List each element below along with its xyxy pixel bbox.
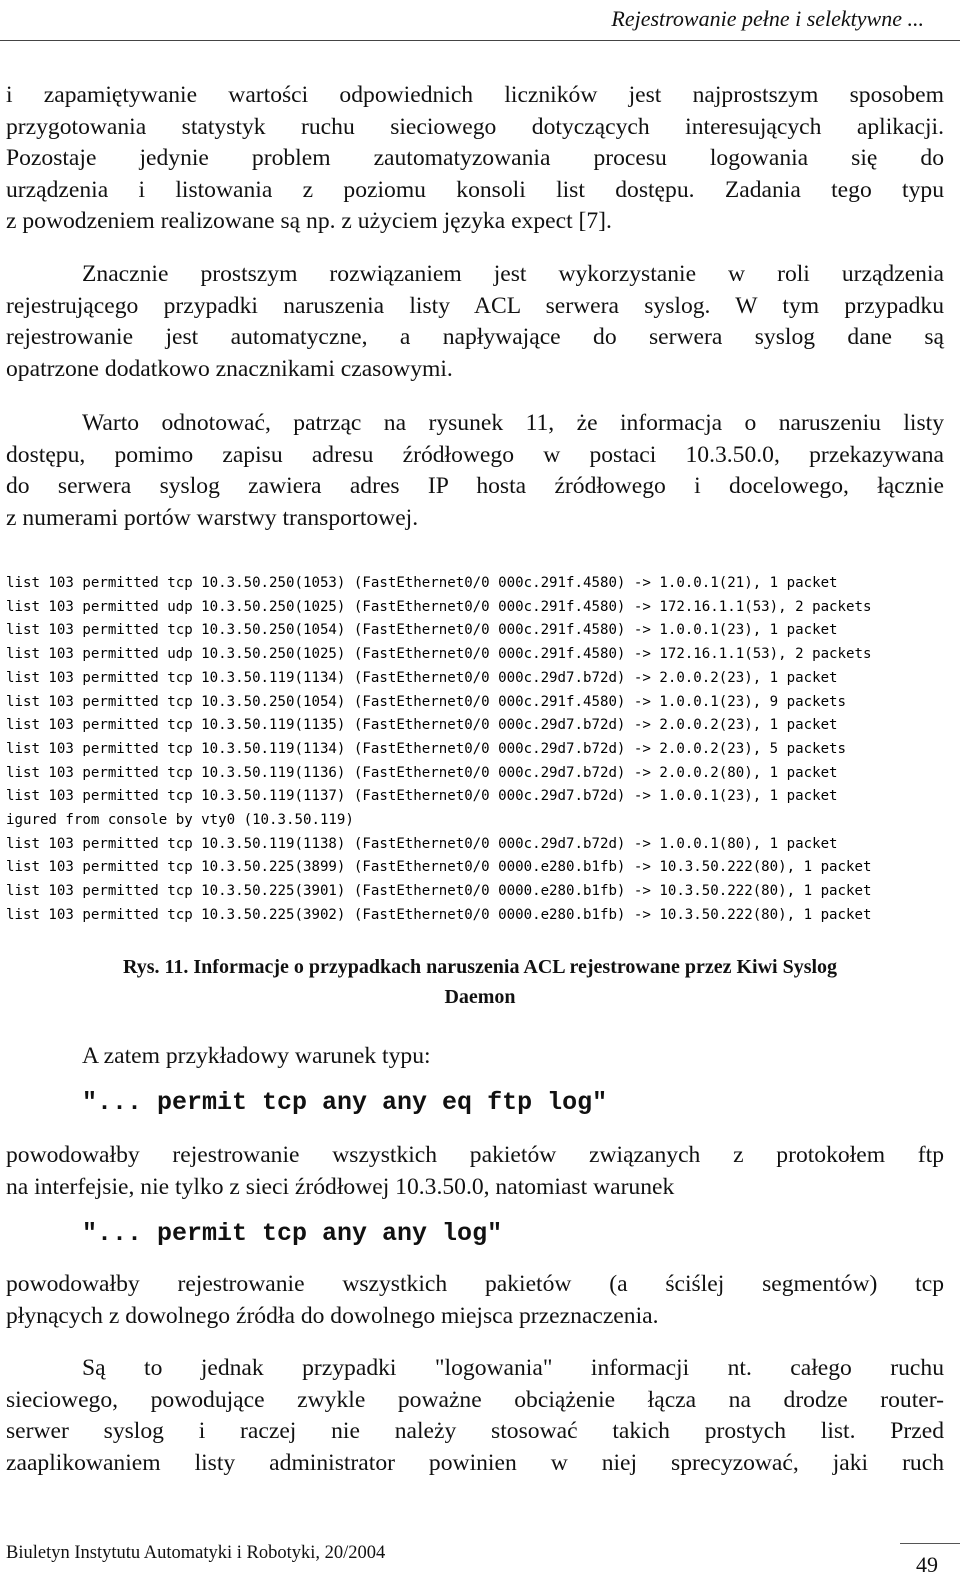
text-line: zaaplikowaniem listy administrator powinien w niej sprecyzować, jaki ruch bbox=[6, 1449, 944, 1476]
text-line: opatrzone dodatkowo znacznikami czasowymi. bbox=[6, 355, 453, 382]
log-line: list 103 permitted tcp 10.3.50.225(3902) (FastEthernet0/0 0000.e280.b1fb) -> 10.3.50.222(80), 1 packet bbox=[6, 906, 872, 923]
log-line: list 103 permitted tcp 10.3.50.250(1053) (FastEthernet0/0 000c.291f.4580) -> 1.0.0.1(21), 1 packet bbox=[6, 575, 838, 591]
caption-line: Daemon bbox=[444, 986, 516, 1008]
text-line: przygotowania statystyk ruchu sieciowego dotyczących interesujących aplikacji. bbox=[6, 113, 944, 140]
paragraph-5 bbox=[6, 1269, 944, 1332]
log-line: list 103 permitted udp 10.3.50.250(1025) (FastEthernet0/0 000c.291f.4580) -> 172.16.1.1(53), 2 packets bbox=[6, 598, 872, 615]
text-line: serwer syslog i raczej nie należy stosować takich prostych list. Przed bbox=[6, 1418, 944, 1444]
syslog-figure bbox=[6, 572, 872, 928]
text-line: i zapamiętywanie wartości odpowiednich liczników jest najprostszym sposobem bbox=[6, 82, 944, 108]
log-line: list 103 permitted tcp 10.3.50.119(1134) (FastEthernet0/0 000c.29d7.b72d) -> 2.0.0.2(23), 1 packet bbox=[6, 669, 838, 686]
text-line: urządzenia i listowania z poziomu konsoli list dostępu. Zadania tego typu bbox=[6, 176, 944, 203]
text-line: dostępu, pomimo zapisu adresu źródłowego w postaci 10.3.50.0, przekazywana bbox=[6, 441, 944, 468]
text-line: Są to jednak przypadki "logowania" informacji nt. całego ruchu bbox=[82, 1355, 944, 1381]
running-title: Rejestrowanie pełne i selektywne ... bbox=[611, 6, 924, 31]
example-intro: A zatem przykładowy warunek typu: bbox=[82, 1043, 431, 1069]
paragraph-4 bbox=[6, 1140, 944, 1203]
text-line: Warto odnotować, patrząc na rysunek 11, że informacja o naruszeniu listy bbox=[82, 410, 944, 436]
text-line: powodowałby rejestrowanie wszystkich pakietów związanych z protokołem ftp bbox=[6, 1142, 944, 1168]
text-line: sieciowego, powodujące zwykle poważne obciążenie łącza na drodze router- bbox=[6, 1386, 944, 1413]
caption-line: Rys. 11. Informacje o przypadkach naruszenia ACL rejestrowane przez Kiwi Syslog bbox=[122, 956, 838, 978]
text-line: do serwera syslog zawiera adres IP hosta źródłowego i docelowego, łącznie bbox=[6, 473, 944, 499]
log-line: list 103 permitted tcp 10.3.50.119(1135) (FastEthernet0/0 000c.29d7.b72d) -> 2.0.0.2(23), 1 packet bbox=[6, 717, 838, 734]
log-line: list 103 permitted tcp 10.3.50.225(3901) (FastEthernet0/0 0000.e280.b1fb) -> 10.3.50.222(80), 1 packet bbox=[6, 883, 872, 900]
log-line: list 103 permitted tcp 10.3.50.119(1136) (FastEthernet0/0 000c.29d7.b72d) -> 2.0.0.2(80), 1 packet bbox=[6, 764, 838, 781]
code-example-2: "... permit tcp any any log" bbox=[82, 1219, 503, 1248]
log-line: igured from console by vty0 (10.3.50.119) bbox=[6, 812, 354, 829]
text-line: płynących z dowolnego źródła do dowolnego miejsca przeznaczenia. bbox=[6, 1302, 659, 1329]
header-rule bbox=[0, 40, 960, 41]
paragraph-2 bbox=[6, 259, 944, 385]
page-number: 49 bbox=[916, 1552, 938, 1577]
text-line: powodowałby rejestrowanie wszystkich pakietów (a ściślej segmentów) tcp bbox=[6, 1271, 944, 1297]
text-line: rejestrowanie jest automatyczne, a napływające do serwera syslog dane są bbox=[6, 324, 944, 350]
text-line: na interfejsie, nie tylko z sieci źródłowej 10.3.50.0, natomiast warunek bbox=[6, 1173, 675, 1200]
log-line: list 103 permitted tcp 10.3.50.119(1137) (FastEthernet0/0 000c.29d7.b72d) -> 1.0.0.1(23), 1 packet bbox=[6, 788, 838, 805]
log-line: list 103 permitted tcp 10.3.50.225(3899) (FastEthernet0/0 0000.e280.b1fb) -> 10.3.50.222(80), 1 packet bbox=[6, 859, 872, 876]
text-line: Pozostaje jedynie problem zautomatyzowania procesu logowania się do bbox=[6, 145, 944, 171]
log-line: list 103 permitted tcp 10.3.50.250(1054) (FastEthernet0/0 000c.291f.4580) -> 1.0.0.1(23), 1 packet bbox=[6, 622, 838, 639]
log-line: list 103 permitted tcp 10.3.50.119(1138) (FastEthernet0/0 000c.29d7.b72d) -> 1.0.0.1(80), 1 packet bbox=[6, 835, 838, 852]
paragraph-6 bbox=[6, 1353, 944, 1479]
paragraph-1 bbox=[6, 80, 944, 238]
log-line: list 103 permitted tcp 10.3.50.119(1134) (FastEthernet0/0 000c.29d7.b72d) -> 2.0.0.2(23), 5 packets bbox=[6, 740, 847, 757]
text-line: z powodzeniem realizowane są np. z użyciem języka expect [7]. bbox=[6, 208, 612, 234]
text-line: rejestrującego przypadki naruszenia listy ACL serwera syslog. W tym przypadku bbox=[6, 292, 944, 319]
text-line: z numerami portów warstwy transportowej. bbox=[6, 504, 419, 531]
journal-footer: Biuletyn Instytutu Automatyki i Robotyki, 20/2004 bbox=[6, 1543, 386, 1563]
figure-caption bbox=[0, 952, 960, 1012]
log-line: list 103 permitted tcp 10.3.50.250(1054) (FastEthernet0/0 000c.291f.4580) -> 1.0.0.1(23), 9 packets bbox=[6, 693, 847, 710]
footer-rule bbox=[900, 1543, 960, 1544]
text-line: Znacznie prostszym rozwiązaniem jest wykorzystanie w roli urządzenia bbox=[82, 261, 944, 287]
code-example-1: "... permit tcp any any eq ftp log" bbox=[82, 1088, 608, 1117]
log-line: list 103 permitted udp 10.3.50.250(1025) (FastEthernet0/0 000c.291f.4580) -> 172.16.1.1(53), 2 packets bbox=[6, 646, 872, 663]
paragraph-3 bbox=[6, 408, 944, 534]
